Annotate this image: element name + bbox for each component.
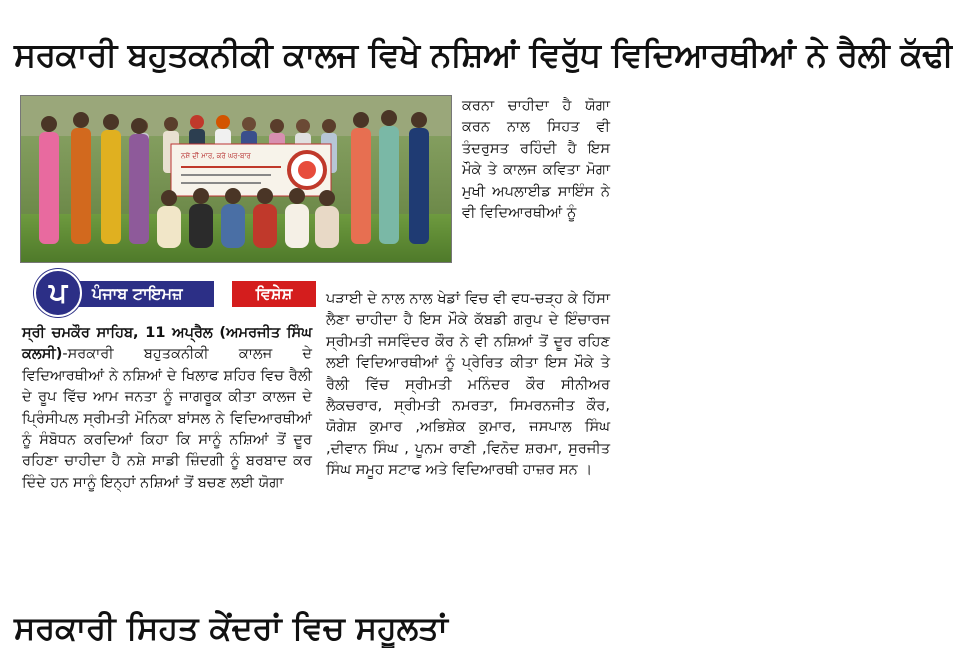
article-text-left: [22, 323, 312, 494]
section-tag: ਵਿਸ਼ੇਸ਼: [232, 281, 316, 307]
headline: ਸਰਕਾਰੀ ਬਹੁਤਕਨੀਕੀ ਕਾਲਜ ਵਿਖੇ ਨਸ਼ਿਆਂ ਵਿਰੁੱਧ ਵਿਦਿਆਰਥੀਆਂ ਨੇ ਰੈਲੀ ਕੱਢੀ: [14, 35, 953, 74]
article-body-left: -ਸਰਕਾਰੀ ਬਹੁਤਕਨੀਕੀ ਕਾਲਜ ਦੇ ਵਿਦਿਆਰਥੀਆਂ ਨੇ ਨਸ਼ਿਆਂ ਦੇ ਖਿਲਾਫ ਸ਼ਹਿਰ ਵਿਚ ਰੈਲੀ ਦੇ ਰੂਪ ਵਿੱਚ ਆਮ ਜਨਤਾ ਨੂੰ ਜਾਗਰੂਕ ਕੀਤਾ ਕਾਲਜ ਦੇ ਪ੍ਰਿੰਸੀਪਲ ਸ੍ਰੀਮਤੀ ਮੋਨਿਕਾ ਬਾਂਸਲ ਨੇ ਵਿਦਿਆਰਥੀਆਂ ਨੂੰ ਸੰਬੋਧਨ ਕਰਦਿਆਂ ਕਿਹਾ ਕਿ ਸਾਨੂੰ ਨਸ਼ਿਆਂ ਤੋਂ ਦੂਰ ਰਹਿਣਾ ਚਾਹੀਦਾ ਹੈ ਨਸ਼ੇ ਸਾਡੀ ਜ਼ਿੰਦਗੀ ਨੂੰ ਬਰਬਾਦ ਕਰ ਦਿੰਦੇ ਹਨ ਸਾਨੂੰ ਇਨ੍ਹਾਂ ਨਸ਼ਿਆਂ ਤੋਂ ਬਚਣ ਲਈ ਯੋਗਾ: [22, 346, 312, 491]
article-text-right-top: ਕਰਨਾ ਚਾਹੀਦਾ ਹੈ ਯੋਗਾ ਕਰਨ ਨਾਲ ਸਿਹਤ ਵੀ ਤੰਦਰੁਸਤ ਰਹਿੰਦੀ ਹੈ ਇਸ ਮੌਕੇ ਤੇ ਕਾਲਜ ਕਵਿਤਾ ਮੋਗਾ ਮੁਖੀ ਅਪਲਾਈਡ ਸਾਇੰਸ ਨੇ ਵੀ ਵਿਦਿਆਰਥੀਆਂ ਨੂੰ: [462, 98, 610, 222]
article-text-right: ਪੜਾਈ ਦੇ ਨਾਲ ਨਾਲ ਖੇਡਾਂ ਵਿਚ ਵੀ ਵਧ-ਚੜ੍ਹ ਕੇ ਹਿੱਸਾ ਲੈਣਾ ਚਾਹੀਦਾ ਹੈ ਇਸ ਮੌਕੇ ਕੱਬਡੀ ਗਰੁਪ ਦੇ ਇੰਚਾਰਜ ਸ੍ਰੀਮਤੀ ਜਸਵਿੰਦਰ ਕੌਰ ਨੇ ਵੀ ਨਸ਼ਿਆਂ ਤੋਂ ਦੂਰ ਰਹਿਣ ਲਈ ਵਿਦਿਆਰਥੀਆਂ ਨੂੰ ਪ੍ਰੇਰਿਤ ਕੀਤਾ ਇਸ ਮੌਕੇ ਤੇ ਰੈਲੀ ਵਿੱਚ ਸ੍ਰੀਮਤੀ ਮਨਿੰਦਰ ਕੌਰ ਸੀਨੀਅਰ ਲੈਕਚਰਾਰ, ਸ੍ਰੀਮਤੀ ਨਮਰਤਾ, ਸਿਮਰਨਜੀਤ ਕੌਰ, ਯੋਗੇਸ਼ ਕੁਮਾਰ ,ਅਭਿਸ਼ੇਕ ਕੁਮਾਰ, ਜਸਪਾਲ ਸਿੰਘ ,ਦੀਵਾਨ ਸਿੰਘ , ਪੂਨਮ ਰਾਣੀ ,ਵਿਨੋਦ ਸ਼ਰਮਾ, ਸੁਰਜੀਤ ਸਿੰਘ ਸਮੂਹ ਸਟਾਫ ਅਤੇ ਵਿਦਿਆਰਥੀ ਹਾਜ਼ਰ ਸਨ ।: [326, 291, 610, 479]
next-article-headline: ਸਰਕਾਰੀ ਸਿਹਤ ਕੇਂਦਰਾਂ ਵਿਚ ਸਹੂਲਤਾਂ: [14, 609, 448, 647]
publication-name: ਪੰਜਾਬ ਟਾਇਮਜ਼: [70, 281, 214, 307]
banner-text: ਨਸ਼ੇ ਦੀ ਮਾਰ, ਕਰੇ ਘਰ-ਬਾਰ: [181, 152, 251, 160]
article-photo: [20, 95, 452, 263]
publication-logo: ਪ: [34, 269, 82, 317]
publication-bar: [20, 276, 295, 309]
dateline: ਸ੍ਰੀ ਚਮਕੌਰ ਸਾਹਿਬ, 11 ਅਪ੍ਰੈਲ (ਅਮਰਜੀਤ ਸਿੰਘ ਕਲਸੀ): [22, 325, 312, 363]
